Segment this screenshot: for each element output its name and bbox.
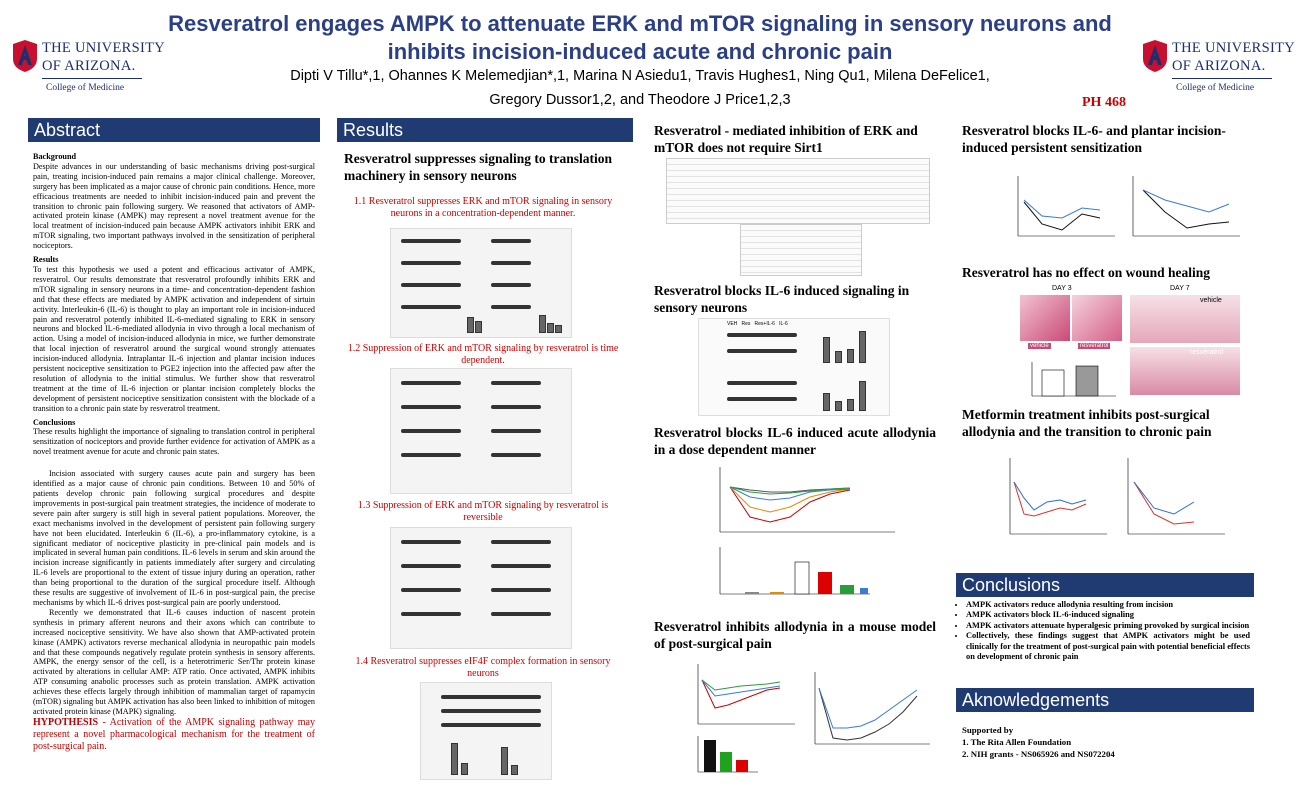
- university-logo-right: [1142, 36, 1295, 96]
- western-blot-figure-1-2: [390, 368, 572, 494]
- logo-divider: [42, 78, 142, 79]
- grant-item: 1. The Rita Allen Foundation: [962, 737, 1072, 747]
- conclusions-list: [956, 600, 1250, 662]
- results-subheading: Resveratrol suppresses signaling to translation machinery in sensory neurons: [344, 151, 613, 183]
- intro-paragraph-1: Incision associated with surgery causes acute pain and surgery has been identified as a major cause of chronic pain conditions. Between 10 and 50% of patients develop chronic pain following surgical procedures and despite improvements in post-surgical pain treatment strategies, the incidence of moderate to severe pain after surgery is still high in several patient populations. Moreover, the exact mechanisms involved in the development of persistent pain following surgery have not been elucidated. Interleukin 6 (IL-6), a pro-inflammatory cytokine, is a significant mediator of nociceptive plasticity in pre-clinical pain models and is implicated in several human pain conditions. IL-6 levels in serum and skin around the incision increase significantly in patients immediately after surgery and circulating IL-6 levels are proportional to the extent of tissue injury during an operation, rather than being proportional to the duration of the surgical procedure itself. Although these results are suggestive of involvement of IL-6 in post-surgical pain, the precise mechanisms by which IL-6 drives post-surgical pain are poorly understood.: [33, 469, 315, 607]
- caption-1-1: 1.1 Resveratrol suppresses ERK and mTOR signaling in sensory neurons in a concentration-dependent manner.: [353, 196, 613, 219]
- il6-sensitization-chart: [1010, 172, 1120, 252]
- background-text: Despite advances in our understanding of basic mechanisms driving post-surgical pain, treating incision-induced pain remains a major clinical challenge. Moreover, surgery has been implicated as a major cause of chronic pain conditions. Hence, more efficacious treatments are needed to inhibit incision-induced pain and prevent the transition to chronic pain following surgery. We reasoned that activators of AMP-activated protein kinase (AMPK) may represent a novel treatment avenue for the local treatment of incision-induced pain because AMPK activators inhibit ERK and mTOR signaling, two important pathways involved in the sensitization of peripheral nociceptors.: [33, 161, 315, 251]
- acknowledgements-body: [962, 724, 1242, 760]
- conclusion-item: • AMPK activators block IL-6-induced signaling: [966, 610, 1250, 620]
- incision-sensitization-chart: [1125, 172, 1245, 252]
- wb-lane-labels: VEH Res Res+IL-6 IL-6: [727, 321, 788, 327]
- mouse-model-line-chart-c: [805, 668, 935, 758]
- background-label: Background: [33, 152, 77, 161]
- logo-line-3: College of Medicine: [1176, 83, 1255, 93]
- heading-wound-healing: Resveratrol has no effect on wound healing: [962, 265, 1210, 280]
- heading-metformin: Metformin treatment inhibits post-surgical allodynia and the transition to chronic pain: [962, 407, 1212, 439]
- mouse-model-bar-chart: [690, 734, 760, 776]
- mouse-model-line-chart-a: [690, 660, 800, 730]
- conclusion-item: • Collectively, these findings suggest that AMPK activators might be used clinically for the treatment of post-surgical pain with potential beneficial effects on development of chronic pain: [966, 631, 1250, 662]
- poster-title: Resveratrol engages AMPK to attenuate ERK and mTOR signaling in sensory neurons and inhibits incision-induced acute and chronic pain: [168, 11, 1112, 64]
- authors-line-1: Dipti V Tillu*,1, Ohannes K Melemedjian*,1, Marina N Asiedu1, Travis Hughes1, Ning Qu1, Milena DeFelice1,: [290, 68, 990, 84]
- resveratrol-label-day7: resveratrol: [1190, 349, 1224, 356]
- results-text: To test this hypothesis we used a potent and efficacious activator of AMPK, resveratrol. Our results demonstrate that resveratrol profoundly inhibits ERK and mTOR signaling in sensory neurons in a time- and concentration-dependent fashion and that these effects are mediated by AMPK activation and independent of sirtuin activity. Interleukin-6 (IL-6) is thought to play an important role in incision-induced pain and resveratrol potently inhibited IL-6-mediated signaling to ERK in sensory neurons and blocked IL-6-mediated allodynia in vivo through a local mechanism of action. Using a model of incision-induced allodynia in mice, we further demonstrate that local injection of resveratrol around the surgical wound strongly attenuates incision-induced allodynia. Intraplantar IL-6 injection and plantar incision induces persistent nociceptive sensitization to PGE2 injection into the affected paw after the resolution of allodynia to the initial stimulus. We further show that resveratrol treatment at the time of IL-6 injection or plantar incision completely blocks the development of persistent nociceptive sensitization consistent with the blockade of a transition to a chronic pain state by resveratrol treatment.: [33, 264, 315, 413]
- heading-acute-allodynia: Resveratrol blocks IL-6 induced acute allodynia in a dose dependent manner: [654, 425, 936, 457]
- acute-allodynia-line-chart: [700, 462, 900, 542]
- histology-image-vehicle-day7: [1130, 295, 1240, 343]
- arizona-a-icon: [1142, 39, 1168, 73]
- day7-label: DAY 7: [1170, 285, 1190, 292]
- caption-1-4: 1.4 Resveratrol suppresses eIF4F complex formation in sensory neurons: [355, 656, 611, 679]
- western-blot-figure-1-3: [390, 527, 572, 649]
- conclusion-item: • AMPK activators reduce allodynia resulting from incision: [966, 600, 1250, 610]
- resveratrol-label: resveratrol: [1080, 343, 1109, 349]
- western-blot-figure-1-1: [390, 228, 572, 338]
- grant-item: 2. NIH grants - NS065926 and NS072204: [962, 749, 1115, 759]
- table-sirt1-a: [666, 158, 930, 224]
- histology-image-resveratrol-day7: [1130, 347, 1240, 395]
- authors-line-2: Gregory Dussor1,2, and Theodore J Price1,2,3: [489, 92, 791, 108]
- vehicle-label: vehicle: [1030, 343, 1049, 349]
- wound-distance-bar-chart: [1020, 358, 1120, 404]
- logo-line-1: THE UNIVERSITY: [1172, 40, 1295, 56]
- author-list: [150, 64, 1130, 112]
- conclusions-heading: Conclusions: [956, 573, 1254, 597]
- hypothesis-text: - Activation of the AMPK signaling pathway may represent a novel pharmacological mechanism for the treatment of post-surgical pain.: [33, 716, 315, 752]
- heading-persistent-sensitization: Resveratrol blocks IL-6- and plantar incision-induced persistent sensitization: [962, 123, 1226, 155]
- intro-paragraph-2: Recently we demonstrated that IL-6 causes induction of nascent protein synthesis in primary afferent neurons and their axons which can contribute to increased nociceptive sensitivity. We have also shown that AMP-activated protein kinase (AMPK) activators reverse mechanical allodynia in neuropathic pain models and that these compounds negatively regulate protein synthesis in sensory afferents. AMPK, the energy sensor of the cell, is a heterotrimeric Ser/Thr protein kinase activated by alterations in cellular AMP: ATP ratio. Once activated, AMPK inhibits ATP consuming anabolic processes such as protein translation. AMPK activation achieves these effects largely through inhibition of mammalian target of rapamycin (mTOR) signaling but AMPK activation has also been linked to inhibition of mitogen activated protein kinase (MAPK) signaling.: [33, 607, 315, 716]
- conclusions-label: Conclusions: [33, 417, 76, 427]
- results-heading: Results: [337, 118, 633, 142]
- abstract-heading: Abstract: [28, 118, 320, 142]
- logo-line-1: THE UNIVERSITY: [42, 40, 166, 56]
- heading-il6-signaling: Resveratrol blocks IL-6 induced signaling in sensory neurons: [654, 283, 910, 315]
- acknowledgements-heading: Aknowledgements: [956, 688, 1254, 712]
- table-sirt1-b: [740, 224, 862, 276]
- heading-mouse-model: Resveratrol inhibits allodynia in a mouse model of post-surgical pain: [654, 619, 936, 651]
- metformin-chart-a: [1002, 454, 1112, 554]
- metformin-chart-b: [1120, 454, 1230, 554]
- results-label: Results: [33, 255, 59, 265]
- caption-1-3: 1.3 Suppression of ERK and mTOR signaling by resveratrol is reversible: [357, 500, 609, 523]
- logo-line-3: College of Medicine: [46, 83, 125, 93]
- histology-image-vehicle: [1020, 295, 1070, 341]
- day3-label: DAY 3: [1052, 285, 1072, 292]
- poster-id: PH 468: [1082, 95, 1126, 110]
- logo-divider: [1172, 78, 1272, 79]
- hypothesis-label: HYPOTHESIS: [33, 716, 99, 728]
- arizona-a-icon: [12, 39, 38, 73]
- heading-sirt1: Resveratrol - mediated inhibition of ERK and mTOR does not require Sirt1: [654, 123, 918, 155]
- logo-line-2: OF ARIZONA.: [42, 58, 136, 74]
- caption-1-2: 1.2 Suppression of ERK and mTOR signaling by resveratrol is time dependent.: [347, 343, 619, 366]
- conclusion-item: • AMPK activators attenuate hyperalgesic priming provoked by surgical incision: [966, 621, 1250, 631]
- university-logo-left: [12, 36, 166, 96]
- logo-line-2: OF ARIZONA.: [1172, 58, 1266, 74]
- abstract-body: [33, 152, 315, 753]
- western-blot-il6: [698, 318, 890, 416]
- conclusions-text: These results highlight the importance of signaling to translation control in peripheral sensitization of nociceptors and provide further evidence for activation of AMPK as a novel treatment avenue for acute and chronic pain states.: [33, 427, 315, 457]
- wound-histology-day3: [1020, 285, 1120, 355]
- vehicle-label-day7: vehicle: [1200, 297, 1222, 304]
- wound-histology-day7: [1130, 285, 1240, 405]
- supported-by-label: Supported by: [962, 725, 1014, 735]
- western-blot-figure-1-4: [420, 682, 552, 780]
- acute-allodynia-bar-chart: [700, 542, 880, 610]
- histology-image-resveratrol: [1072, 295, 1122, 341]
